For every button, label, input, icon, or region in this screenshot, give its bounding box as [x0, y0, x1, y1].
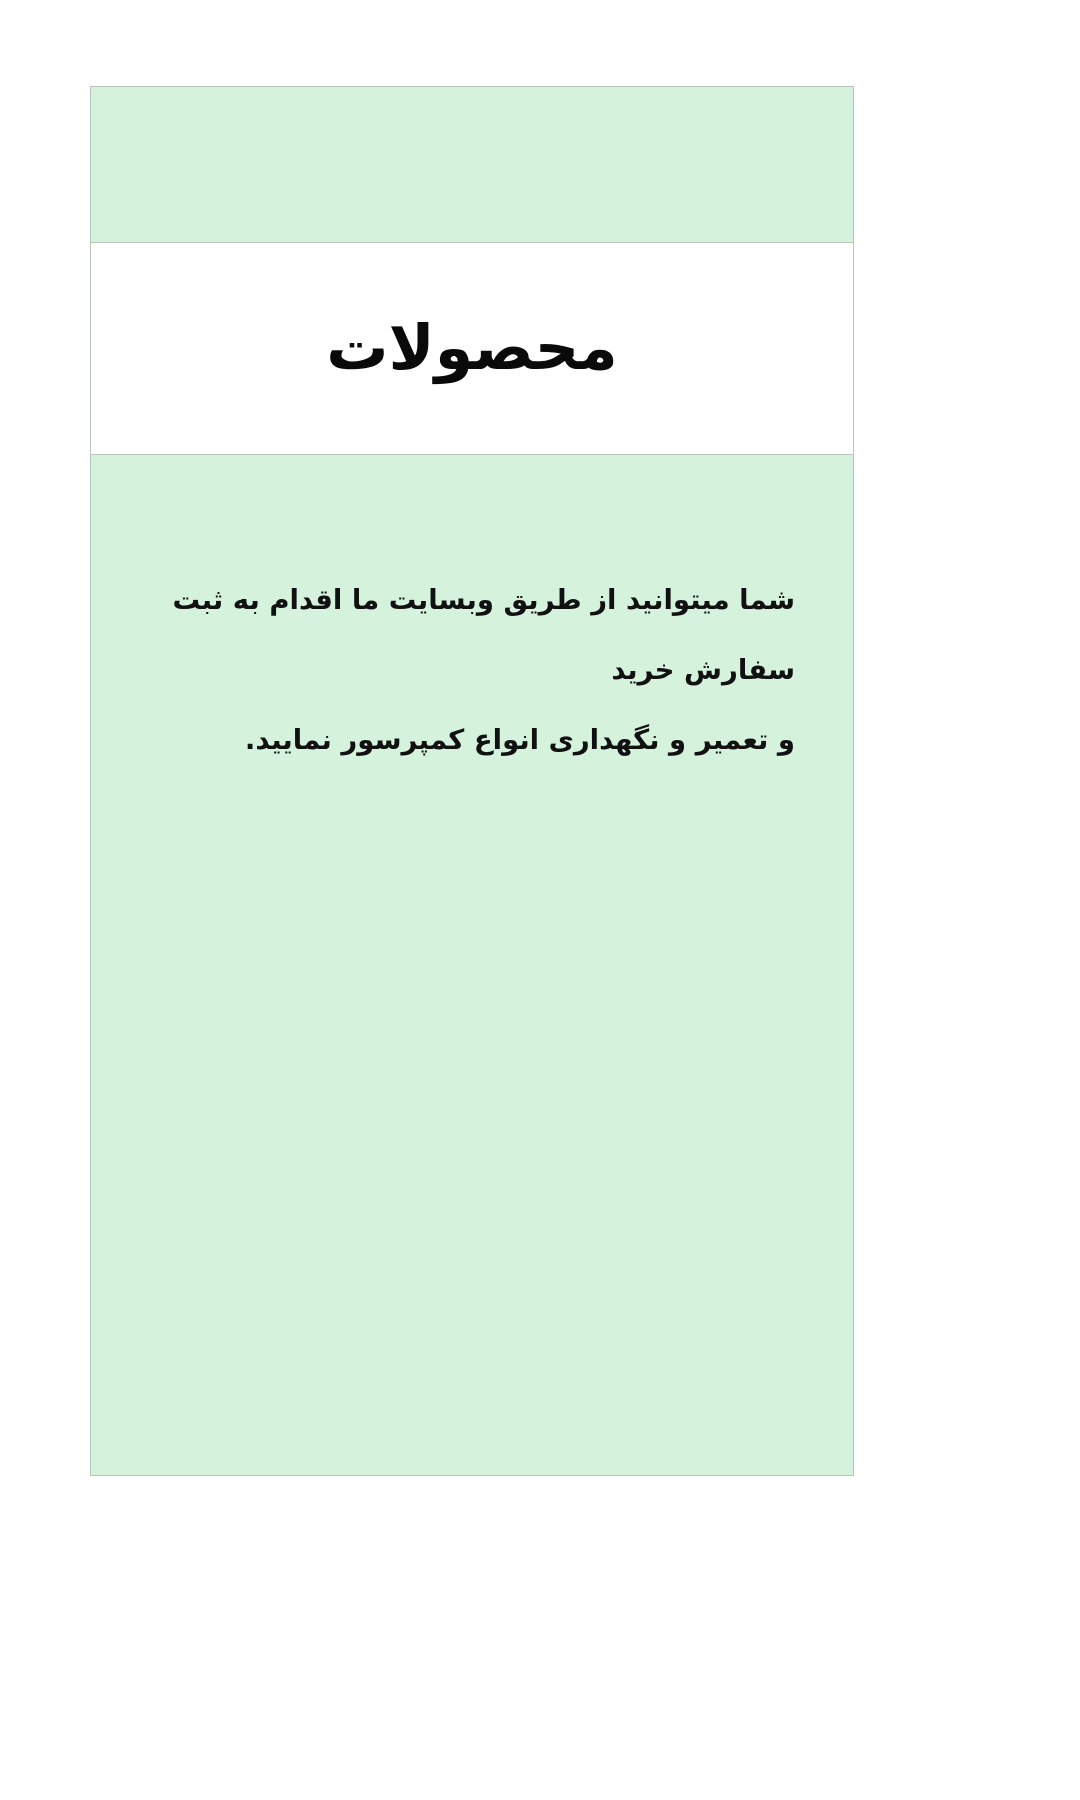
- title-strip: [91, 242, 853, 455]
- empty-green-band: [91, 87, 853, 242]
- description-paragraph: [149, 565, 795, 775]
- products-card: [90, 86, 854, 1476]
- description-line-1: شما میتوانید از طریق وبسایت ما اقدام به ثبت سفارش خرید: [172, 584, 795, 687]
- content-section: [91, 455, 853, 1475]
- page-title: محصولات: [326, 311, 618, 385]
- description-line-2: و تعمیر و نگهداری انواع کمپرسور نمایید.: [244, 724, 795, 757]
